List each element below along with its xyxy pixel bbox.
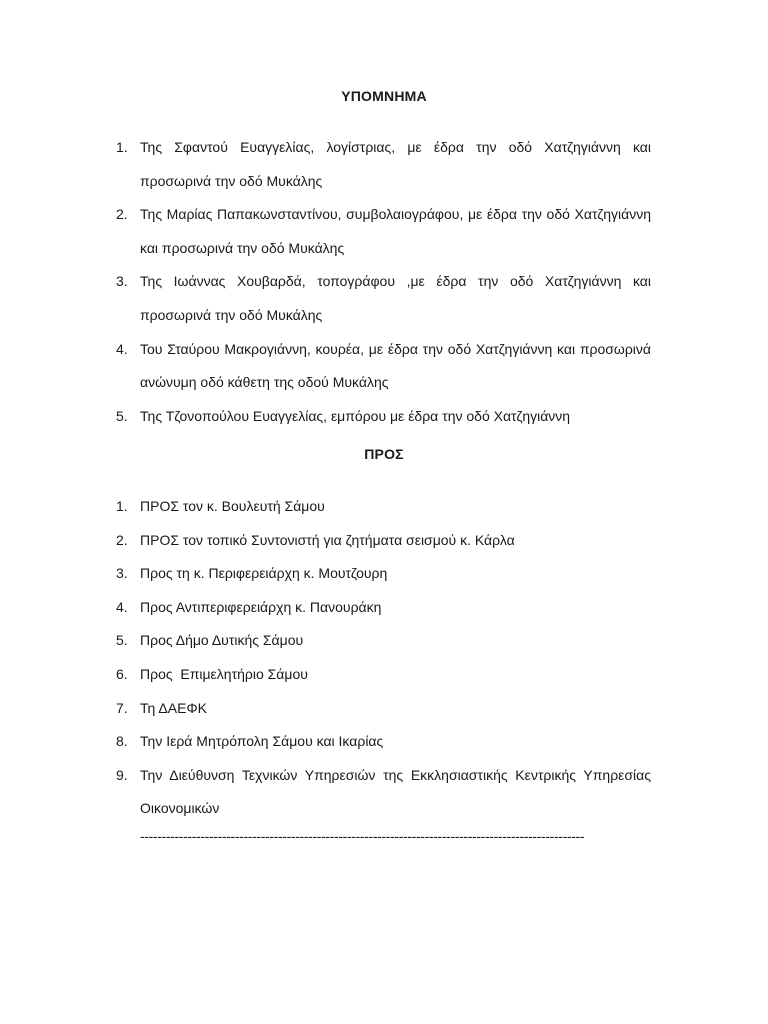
item-number: 5. <box>116 632 128 649</box>
item-number: 4. <box>116 340 128 357</box>
item-text: Την Διεύθυνση Τεχνικών Υπηρεσιών της Εκκλησιαστικής Κεντρικής Υπηρεσίας Οικονομικών <box>140 766 651 817</box>
item-number: 2. <box>116 206 128 223</box>
separator-line: ------------------------------------------------------------------------------------------------------- <box>140 828 585 844</box>
item-number: 3. <box>116 565 128 582</box>
item-number: 6. <box>116 665 128 682</box>
item-text: Της Ιωάννας Χουβαρδά, τοπογράφου ,με έδρα την οδό Χατζηγιάννη και προσωρινά την οδό Μυκάλης <box>140 273 651 323</box>
item-number: 5. <box>116 407 128 424</box>
item-text: Της Τζονοπούλου Ευαγγελίας, εμπόρου με έδρα την οδό Χατζηγιάννη <box>140 407 571 424</box>
item-text: Προς τη κ. Περιφερειάρχη κ. Μουτζουρη <box>140 565 388 582</box>
item-text: Της Σφαντού Ευαγγελίας, λογίστριας, με έδρα την οδό Χατζηγιάννη και προσωρινά την οδό Μυκάλης <box>140 139 651 189</box>
legend-item <box>0 333 768 400</box>
recipients-heading: ΠΡΟΣ <box>364 446 404 462</box>
item-text: Προς Αντιπεριφερειάρχη κ. Πανουράκη <box>140 598 382 615</box>
recipient-item <box>0 624 768 658</box>
item-number: 4. <box>116 598 128 615</box>
item-text: ΠΡΟΣ τον τοπικό Συντονιστή για ζητήματα σεισμού κ. Κάρλα <box>140 531 515 548</box>
item-number: 1. <box>116 139 128 155</box>
legend-item <box>0 131 768 198</box>
recipient-item <box>0 692 768 726</box>
item-number: 7. <box>116 699 128 716</box>
recipient-item <box>0 524 768 558</box>
item-text: Προς Επιμελητήριο Σάμου <box>140 665 308 682</box>
item-text: Την Ιερά Μητρόπολη Σάμου και Ικαρίας <box>140 733 384 750</box>
item-number: 3. <box>116 273 128 290</box>
recipient-item <box>0 490 768 524</box>
legend-item <box>0 400 768 434</box>
item-number: 2. <box>116 531 128 548</box>
legend-item <box>0 198 768 265</box>
item-number: 9. <box>116 766 128 783</box>
item-text: Του Σταύρου Μακρογιάννη, κουρέα, με έδρα την οδό Χατζηγιάννη και προσωρινά ανώνυμη οδό κάθετη της οδού Μυκάλης <box>140 340 651 391</box>
legend-item <box>0 265 768 332</box>
item-number: 8. <box>116 733 128 750</box>
recipient-item <box>0 591 768 625</box>
item-text: Της Μαρίας Παπακωνσταντίνου, συμβολαιογράφου, με έδρα την οδό Χατζηγιάννη και προσωρινά την οδό Μυκάλης <box>140 206 651 256</box>
recipient-item <box>0 725 768 759</box>
item-number: 1. <box>116 498 128 514</box>
recipient-item <box>0 759 768 826</box>
recipient-item <box>0 557 768 591</box>
legend-heading: ΥΠΟΜΝΗΜΑ <box>341 88 427 104</box>
legend-list <box>0 131 768 433</box>
item-text: Τη ΔΑΕΦΚ <box>140 699 207 716</box>
item-text: ΠΡΟΣ τον κ. Βουλευτή Σάμου <box>140 498 325 514</box>
recipients-list <box>0 490 768 826</box>
recipient-item <box>0 658 768 692</box>
item-text: Προς Δήμο Δυτικής Σάμου <box>140 632 304 649</box>
